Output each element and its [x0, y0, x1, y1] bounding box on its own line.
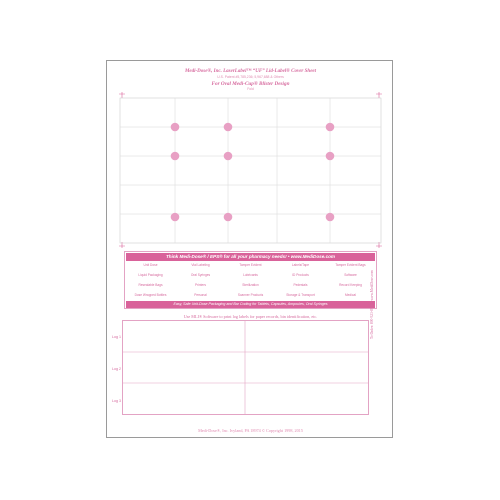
log-label-1: Log 1: [112, 335, 121, 339]
ad-cell: Vial Labeling: [191, 263, 210, 267]
blister-dot: [224, 213, 233, 222]
ad-cell: Unit Dose: [143, 263, 158, 267]
patent-line: U.S. Patent #5,785,236; 5,967,688 & Others: [217, 75, 284, 79]
log-label-area: [122, 320, 369, 415]
ad-cell: Pedestals: [293, 283, 308, 287]
cover-sheet: [106, 60, 393, 438]
fold-note: Fold: [247, 87, 254, 91]
ad-cell: Medical: [345, 293, 356, 297]
ad-cell: Sterilization: [242, 283, 259, 287]
ad-cell: Tamper Evident: [239, 263, 262, 267]
blister-grid: [117, 92, 384, 250]
ad-cell: Software: [344, 273, 357, 277]
blister-dot: [171, 152, 180, 161]
log-label-grid: [123, 321, 368, 414]
ad-cell: Tamper Evident Bags: [335, 263, 366, 267]
log-label-2: Log 2: [112, 367, 121, 371]
blister-dot: [171, 213, 180, 222]
company-footer: Medi-Dose®, Inc. Ivyland, PA 18974 © Copyright 1998, 2015: [198, 428, 303, 433]
blister-dot: [326, 213, 335, 222]
design-title: For Oval Medi-Cup® Blister Design: [211, 81, 290, 87]
blister-dot: [224, 123, 233, 132]
ad-footer: Easy, Safe Unit-Dose Packaging and Bar Coding for Tablets, Capsules, Ampoules, Oral Syringes: [126, 301, 375, 308]
order-info-vertical: To Order: 800-523-8966 • www.MediDose.com: [370, 270, 374, 339]
sheet-title: Medi-Dose®, Inc. LaserLabel™ “UF” Lid-Label® Cover Sheet: [184, 69, 317, 74]
software-instructions: Use MLI® Software to print log labels for paper records, bin identification, etc.: [183, 314, 318, 319]
ad-cell: Liquid Packaging: [138, 273, 163, 277]
blister-dot: [224, 152, 233, 161]
product-ad-panel: [124, 251, 377, 309]
blister-dot: [171, 123, 180, 132]
ad-cell: Oral Syringes: [190, 273, 211, 277]
ad-product-grid: [126, 262, 375, 300]
ad-cell: Record Keeping: [339, 283, 362, 287]
ad-headline: Think Medi-Dose® / EPS® for all your pharmacy needs! • www.MediDose.com: [126, 253, 375, 261]
ad-cell: Scanner Products: [237, 293, 264, 297]
ad-cell: Dose Wrapped Bottles: [134, 293, 167, 297]
ad-cell: Printers: [195, 283, 206, 287]
ad-cell: Resealable Bags: [138, 283, 163, 287]
ad-cell: Labels/Tape: [291, 263, 310, 267]
ad-cell: Personal: [194, 293, 207, 297]
ad-cell: ID Products: [292, 273, 309, 277]
log-label-3: Log 3: [112, 399, 121, 403]
ad-cell: Storage & Transport: [286, 293, 315, 297]
ad-cell: Lubricants: [243, 273, 258, 277]
blister-dot: [326, 123, 335, 132]
blister-dot: [326, 152, 335, 161]
